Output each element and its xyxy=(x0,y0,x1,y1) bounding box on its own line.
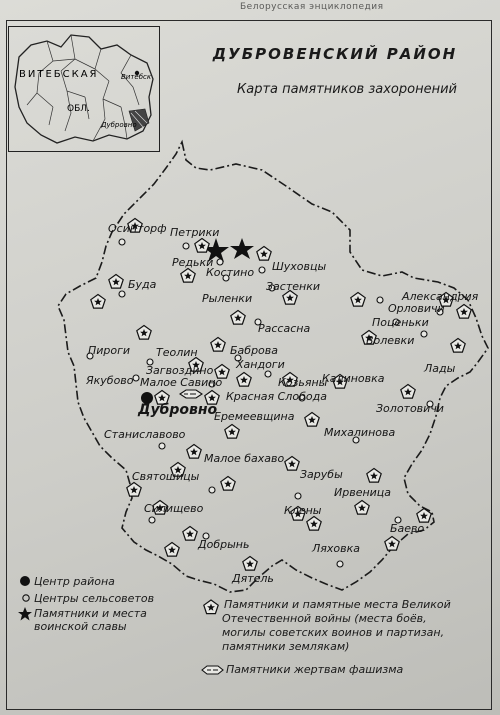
monument-shukhovtsy-icon xyxy=(257,247,271,261)
legend-fascism-victims: Памятники жертвам фашизма xyxy=(226,663,404,676)
place-label: Редьки xyxy=(172,256,214,269)
monument-lady-icon xyxy=(451,339,465,353)
military-glory-star-icon xyxy=(230,238,254,259)
monument-buda-icon xyxy=(109,275,123,289)
place-label: Святошицы xyxy=(132,470,200,483)
place-label: Золотовичи xyxy=(376,402,444,415)
legend-selsovet-ring-icon xyxy=(20,592,32,604)
place-label: Хандоги xyxy=(236,358,285,371)
monument-orlovichi-icon xyxy=(457,305,471,319)
place-label: Клены xyxy=(284,504,322,517)
legend-monuments-military-2: воинской славы xyxy=(34,620,127,633)
monument-irvenitsa2-icon xyxy=(355,501,369,515)
place-label: Михалинова xyxy=(324,426,396,439)
fascism-victims-icons xyxy=(180,390,202,398)
place-label: Еремеевщина xyxy=(214,410,295,423)
place-label: Малое Савино xyxy=(140,376,223,389)
legend-ww2-line1: Памятники и памятные места Великой xyxy=(224,598,451,611)
place-label: Станиславово xyxy=(104,428,186,441)
place-label: Баево xyxy=(390,522,425,535)
monument-stanislavovo-icon xyxy=(187,445,201,459)
monument-svyatoshitsy2-icon xyxy=(127,483,141,497)
monument-redki-icon xyxy=(181,269,195,283)
inset-city-vitebsk: Витебск xyxy=(121,73,152,81)
legend-ww2-pentagon-icon xyxy=(202,598,220,616)
monument-aleksandriya-icon xyxy=(351,293,365,307)
legend-centers-selsovet: Центры сельсоветов xyxy=(34,592,155,605)
map-subtitle: Карта памятников захоронений xyxy=(237,82,457,97)
legend-star-icon xyxy=(17,606,33,622)
place-label: Орловичи xyxy=(388,302,445,315)
place-label: Добрынь xyxy=(198,538,250,551)
place-label: Козьяны xyxy=(278,376,328,389)
place-labels xyxy=(85,222,479,585)
place-label: Рассасна xyxy=(258,322,311,335)
place-label: Зарубы xyxy=(300,468,343,481)
monument-buda2-icon xyxy=(91,295,105,309)
legend-ww2-line2: Отечественной войны (места боёв, xyxy=(222,612,427,625)
place-label: Пироги xyxy=(88,344,131,357)
place-label: Поценьки xyxy=(372,316,429,329)
monument-teolin-icon xyxy=(137,326,151,340)
monument-petriki-icon xyxy=(195,239,209,253)
legend-ww2-line4: памятники землякам) xyxy=(222,640,350,653)
place-label: Красная Слобода xyxy=(226,390,327,403)
inset-label-obl: ОБЛ. xyxy=(67,104,90,114)
monument-irvenitsa-icon xyxy=(367,469,381,483)
place-label: Силищево xyxy=(144,502,204,515)
monument-dobryn2-icon xyxy=(165,543,179,557)
place-label: Баброва xyxy=(230,344,279,357)
place-label: Теолин xyxy=(156,346,198,359)
place-label-dubrovno: Дубровно xyxy=(138,402,218,418)
legend-fascism-victims-icon xyxy=(200,664,224,676)
map-title: ДУБРОВЕНСКИЙ РАЙОН xyxy=(212,45,458,63)
monument-kleny2-icon xyxy=(307,517,321,531)
monument-svyatoshitsy-icon xyxy=(221,477,235,491)
place-label: Буда xyxy=(128,278,157,291)
monument-babrova-icon xyxy=(211,338,225,352)
place-label: Дятель xyxy=(232,572,274,585)
place-label: Ирвеница xyxy=(334,486,392,499)
legend-ww2-line3: могилы советских воинов и партизан, xyxy=(222,626,445,639)
place-label: Застенки xyxy=(266,280,321,293)
monument-kalinovka2-icon xyxy=(401,385,415,399)
legend-monuments-military: Памятники и места xyxy=(34,607,147,620)
legend-center-dot-icon xyxy=(18,574,32,588)
place-label: Волевки xyxy=(366,334,415,347)
inset-city-dubrovno: Дубровно xyxy=(101,121,137,129)
monument-eremeevshchina-icon xyxy=(305,413,319,427)
monument-dyatel-icon xyxy=(243,557,257,571)
inset-label-vitebskaya: ВИТЕБСКАЯ xyxy=(19,69,99,80)
place-label: Калиновка xyxy=(322,372,385,385)
place-label: Ляховка xyxy=(312,542,360,555)
place-label: Якубово xyxy=(86,374,134,387)
monument-khandogi-icon xyxy=(237,373,251,387)
place-label: Александрия xyxy=(402,290,479,303)
place-label: Загвоздино xyxy=(146,364,214,377)
place-label: Лады xyxy=(424,362,456,375)
place-label: Петрики xyxy=(170,226,220,239)
place-label: Осинторф xyxy=(108,222,167,235)
monument-lyakhovka-icon xyxy=(385,537,399,551)
page-header: Белорусская энциклопедия xyxy=(240,2,384,12)
place-label: Шуховцы xyxy=(272,260,327,273)
monument-zaruby-icon xyxy=(285,457,299,471)
monument-rylenki-icon xyxy=(231,311,245,325)
monument-dobryn-icon xyxy=(183,527,197,541)
place-label: Костино xyxy=(206,266,255,279)
place-label: Рыленки xyxy=(202,292,253,305)
legend-center-rayon: Центр района xyxy=(34,575,115,588)
place-label: Малое бахаво xyxy=(204,452,285,465)
monument-mihalinova-icon xyxy=(225,425,239,439)
